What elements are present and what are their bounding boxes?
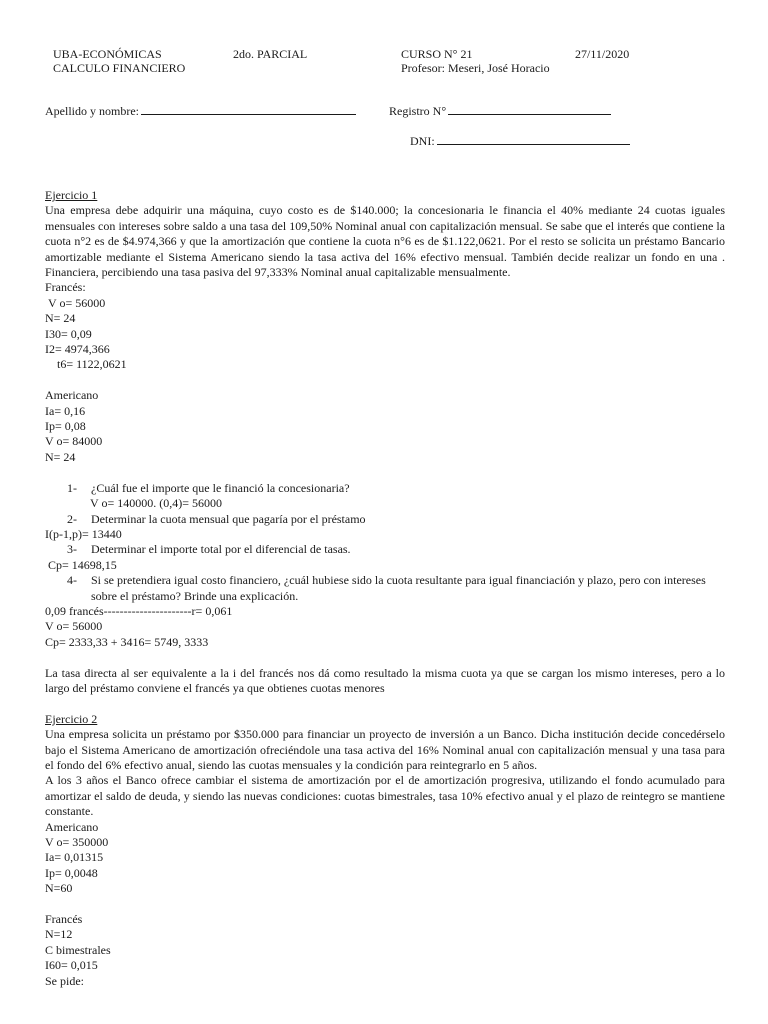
question-4-text: Si se pretendiera igual costo financiero, ¿cuál hubiese sido la cuota resultante para igual financiación y plazo, pero con intereses sobre el préstamo? Brinde una explicación. xyxy=(91,573,706,603)
question-1 xyxy=(45,481,725,496)
question-1-text: ¿Cuál fue el importe que le financió la concesionaria? xyxy=(91,480,350,495)
question-4 xyxy=(45,573,725,604)
exam-date: 27/11/2020 xyxy=(575,47,630,61)
exam-body xyxy=(45,188,725,989)
answer-1: V o= 140000. (0,4)= 56000 xyxy=(90,496,222,511)
exercise-2-title: Ejercicio 2 xyxy=(45,711,98,726)
frances-vo: V o= 56000 xyxy=(48,295,106,310)
dni-field[interactable] xyxy=(410,133,630,148)
question-2-text: Determinar la cuota mensual que pagaría por el préstamo xyxy=(91,511,366,526)
question-3-text: Determinar el importe total por el diferencial de tasas. xyxy=(91,542,351,557)
dni-label: DNI: xyxy=(410,134,435,148)
ej2-frances-i60: I60= 0,015 xyxy=(45,958,98,973)
answer-4-line-3: Cp= 2333,33 + 3416= 5749, 3333 xyxy=(45,634,209,649)
question-4-number: 4- xyxy=(67,573,77,588)
name-label: Apellido y nombre: xyxy=(45,104,139,118)
ej2-americano-label: Americano xyxy=(45,819,99,834)
university-name: UBA-ECONÓMICAS xyxy=(53,47,162,61)
subject-name: CALCULO FINANCIERO xyxy=(53,61,186,75)
answer-2: I(p-1,p)= 13440 xyxy=(45,526,122,541)
se-pide-label: Se pide: xyxy=(45,973,84,988)
americano-label: Americano xyxy=(45,388,99,403)
exam-title: 2do. PARCIAL xyxy=(233,47,308,61)
ej2-frances-n: N=12 xyxy=(45,927,73,942)
americano-n: N= 24 xyxy=(45,449,76,464)
exercise-2-statement-2: A los 3 años el Banco ofrece cambiar el sistema de amortización por el de amortización progresiva, utilizando el fondo acumulado para amortizar el saldo de deuda, y siendo las nuevas condiciones: cuotas bimestrales, tasa 10% efectivo anual y el plazo de reintegro se mantiene constante. xyxy=(45,773,725,819)
americano-ia: Ia= 0,16 xyxy=(45,403,86,418)
answer-4-line-2: V o= 56000 xyxy=(45,619,103,634)
ej2-frances-cuotas: C bimestrales xyxy=(45,942,111,957)
ej2-americano-n: N=60 xyxy=(45,881,73,896)
ej2-americano-ia: Ia= 0,01315 xyxy=(45,850,104,865)
americano-vo: V o= 84000 xyxy=(45,434,103,449)
question-2-number: 2- xyxy=(67,511,77,526)
course-number: CURSO N° 21 xyxy=(401,47,473,61)
frances-n: N= 24 xyxy=(45,311,76,326)
exercise-1-conclusion: La tasa directa al ser equivalente a la i del francés nos dá como resultado la misma cuota ya que se cargan los mismo intereses, pero a lo largo del préstamo conviene el francés ya que obtienes cuotas menores xyxy=(45,665,725,695)
frances-i30: I30= 0,09 xyxy=(45,326,92,341)
americano-ip: Ip= 0,08 xyxy=(45,419,86,434)
name-blank-line[interactable] xyxy=(141,103,356,115)
registro-blank-line[interactable] xyxy=(448,103,611,115)
registro-label: Registro N° xyxy=(389,104,447,118)
frances-t6: t6= 1122,0621 xyxy=(57,357,127,372)
exercise-1-title: Ejercicio 1 xyxy=(45,188,98,202)
exercise-1-statement: Una empresa debe adquirir una máquina, cuyo costo es de $140.000; la concesionaria le financia el 40% mediante 24 cuotas iguales mensuales con intereses sobre saldo a una tasa del 109,50% Nominal anual con capitalización mensual. Se sabe que el interés que contiene la cuota n°2 es de $4.974,366 y que la amortización que contiene la cuota n°6 es de $1.122,0621. Por el resto se solicita un préstamo Bancario amortizable mediante el Sistema Americano siendo la tasa activa del 16% efectivo mensual. También decide realizar un fondo en una . Financiera, percibiendo una tasa pasiva del 97,333% Nominal anual capitalizable mensualmente. xyxy=(45,203,725,280)
frances-label: Francés: xyxy=(45,280,86,295)
dni-blank-line[interactable] xyxy=(437,133,630,145)
answer-4-line-1: 0,09 francés----------------------r= 0,061 xyxy=(45,603,233,618)
question-1-number: 1- xyxy=(67,480,77,495)
ej2-frances-label: Francés xyxy=(45,912,83,927)
name-field[interactable] xyxy=(45,103,356,118)
question-3 xyxy=(45,542,725,557)
ej2-americano-vo: V o= 350000 xyxy=(45,835,109,849)
answer-3: Cp= 14698,15 xyxy=(48,557,117,572)
ej2-americano-ip: Ip= 0,0048 xyxy=(45,865,98,880)
frances-i2: I2= 4974,366 xyxy=(45,342,110,357)
registro-field[interactable] xyxy=(389,103,611,118)
question-3-number: 3- xyxy=(67,542,77,557)
question-2 xyxy=(45,512,725,527)
exercise-2-statement-1: Una empresa solicita un préstamo por $350.000 para financiar un proyecto de inversión a un Banco. Dicha institución decide concedérselo bajo el Sistema Americano de amortización ofreciéndole una tasa activa del 16% Nominal anual con capitalización mensual y una tasa para el fondo del 6% efectivo anual, siendo las cuotas mensuales y la condición para reintegrarlo en 5 años. xyxy=(45,727,725,772)
professor-name: Profesor: Meseri, José Horacio xyxy=(401,61,550,75)
